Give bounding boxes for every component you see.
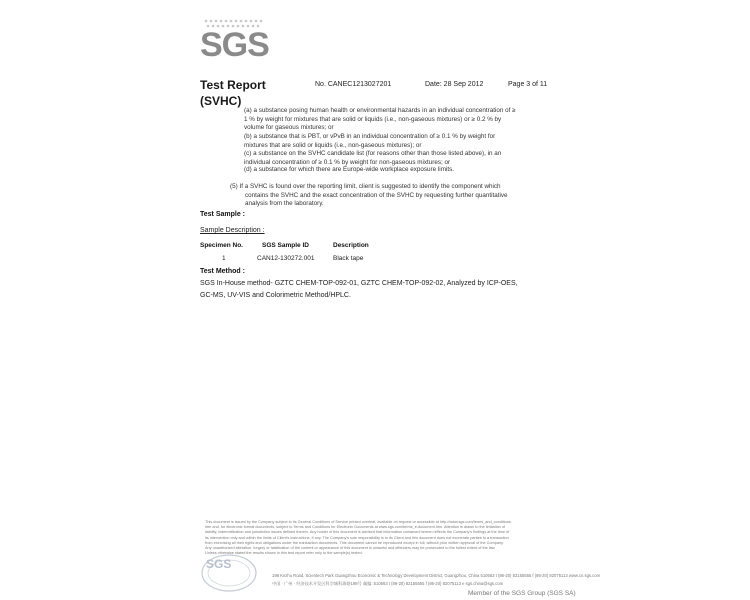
test-method-line-2: GC-MS, UV-VIS and Colorimetric Method/HPLC. bbox=[200, 292, 351, 299]
disclaimer-line-6: Any unauthorized alteration, forgery or falsification of the content or appearance of this document is unlawful and offenders may be prosecuted to the fullest extent of the law. bbox=[205, 546, 496, 551]
report-date: Date: 28 Sep 2012 bbox=[425, 81, 484, 88]
title-line-1: Test Report bbox=[200, 78, 266, 92]
note-5-line-1: (5) If a SVHC is found over the reporting limit, client is suggested to identify the component which bbox=[230, 183, 501, 190]
col-description: Description bbox=[333, 242, 369, 249]
col-specimen-no: Specimen No. bbox=[200, 242, 243, 249]
sgs-stamp bbox=[200, 553, 258, 593]
disclaimer-line-2: htm and, for electronic format documents, subject to Terms and Conditions for Electronic Documents at www.sgs.com/terms_e-document.htm. Attention is drawn to the limitation of bbox=[205, 525, 506, 530]
footer-disclaimer bbox=[205, 520, 555, 556]
test-sample-heading: Test Sample : bbox=[200, 211, 245, 218]
note-5 bbox=[230, 183, 555, 209]
title-line-2: (SVHC) bbox=[200, 94, 242, 108]
note-5-line-2: contains the SVHC and the exact concentration of the SVHC by requesting further quantitative bbox=[245, 191, 508, 199]
note-d-line-1: (d) a substance for which there are Europe-wide workplace exposure limits. bbox=[244, 166, 454, 173]
sgs-logo bbox=[200, 18, 272, 64]
sample-description-label: Sample Description : bbox=[200, 227, 265, 234]
test-method-text bbox=[200, 278, 520, 302]
cell-sample-id: CAN12-130272.001 bbox=[257, 255, 315, 262]
footer-address-cn: 中国 · 广州 · 经济技术开发区科学城科珠路198号 邮编: 510663 t (86-20) 82155555 f (86-20) 82075113 e sgs.china@sgs.com bbox=[272, 581, 504, 586]
footer-member: Member of the SGS Group (SGS SA) bbox=[468, 590, 576, 597]
note-a-line-1: (a) a substance posing human health or environmental hazards in an individual concentration of ≥ bbox=[244, 107, 516, 114]
note-a-line-3: volume for gaseous mixtures; or bbox=[244, 124, 334, 132]
disclaimer-line-4: its intervention only and within the limits of Client's instructions, if any. The Company's sole responsibility is to its Client and this document does not exonerate parties to a transaction bbox=[205, 535, 509, 540]
disclaimer-line-3: liability, indemnification and jurisdiction issues defined therein. Any holder of this document is advised that information contained hereon reflects the Company's findings at the time of bbox=[205, 530, 510, 535]
logo-text: SGS bbox=[200, 26, 269, 64]
disclaimer-line-7: Unless otherwise stated the results shown in this test report refer only to the sample(s) tested. bbox=[205, 551, 363, 556]
note-b bbox=[244, 133, 554, 150]
test-method-line-1: SGS In-House method- GZTC CHEM-TOP-092-01, GZTC CHEM-TOP-092-02, Analyzed by ICP-OES, bbox=[200, 280, 518, 287]
test-method-heading: Test Method : bbox=[200, 268, 245, 275]
cell-description: Black tape bbox=[333, 255, 364, 262]
page-number: Page 3 of 11 bbox=[508, 81, 548, 88]
col-sgs-sample-id: SGS Sample ID bbox=[262, 242, 309, 249]
note-a-line-2: 1 % by weight for mixtures that are solid or liquids (i.e., non-gaseous mixtures) or ≥ 0.2 % by bbox=[244, 115, 502, 123]
note-5-line-3: analysis from the laboratory. bbox=[245, 200, 324, 208]
note-d bbox=[244, 166, 554, 175]
footer-address-en: 198 Kezhu Road, Scientech Park Guangzhou Economic & Technology Development District, Guangzhou, China 510663 t (86-20) 82155555 f (86-20) 82075113 www.cn.sgs.com bbox=[272, 573, 601, 578]
disclaimer-line-5: from exercising all their rights and obligations under the transaction documents. This document cannot be reproduced except in full, without prior written approval of the Company. bbox=[205, 540, 504, 545]
note-a bbox=[244, 107, 554, 133]
note-b-line-2: mixtures that are solid or liquids (i.e., non-gaseous mixtures); or bbox=[244, 141, 422, 149]
note-b-line-1: (b) a substance that is PBT, or vPvB in an individual concentration of ≥ 0.1 % by weight for bbox=[244, 133, 496, 140]
note-c-line-2: individual concentration of ≥ 0.1 % by weight for non-gaseous mixtures; or bbox=[244, 158, 451, 166]
cell-specimen-no: 1 bbox=[222, 255, 226, 262]
disclaimer-line-1: This document is issued by the Company subject to its General Conditions of Service printed overleaf, available on request or accessible at http://www.sgs.com/terms_and_conditions. bbox=[205, 520, 512, 524]
report-title bbox=[200, 77, 266, 109]
stamp-text: SGS bbox=[206, 557, 232, 571]
note-c-line-1: (c) a substance on the SVHC candidate list (for reasons other than those listed above), in an bbox=[244, 150, 502, 157]
note-c bbox=[244, 150, 554, 167]
report-number: No. CANEC1213027201 bbox=[315, 81, 392, 88]
